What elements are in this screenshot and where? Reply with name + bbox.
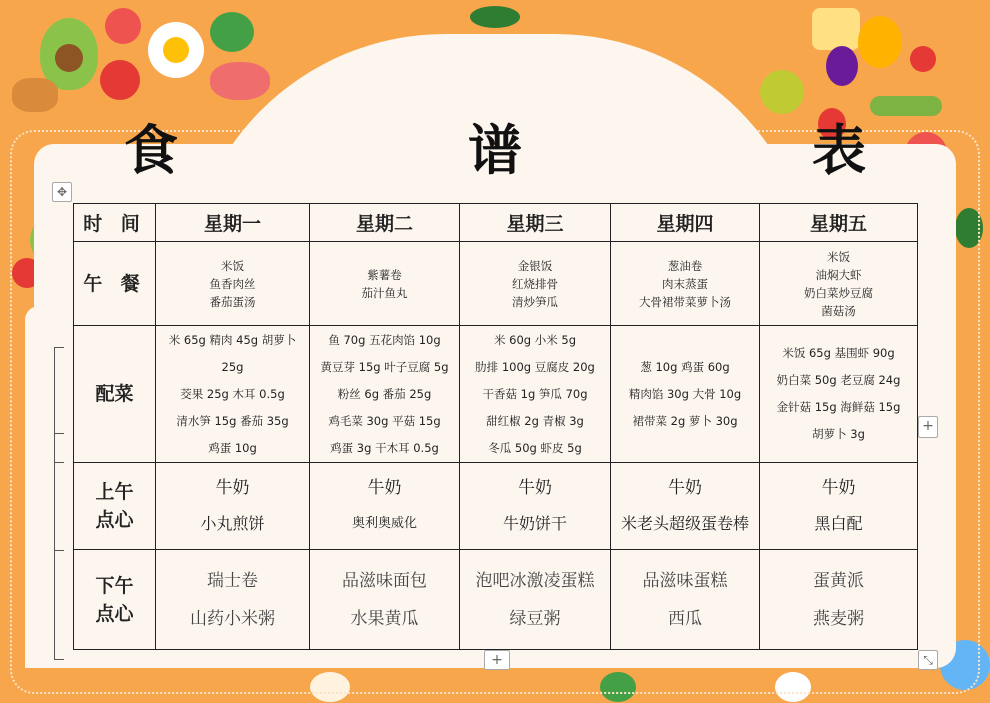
header-friday: 星期五 bbox=[760, 204, 918, 242]
table-move-handle[interactable]: ✥ bbox=[52, 182, 72, 202]
ingredient-line: 清水笋 15g 番茄 35g bbox=[176, 413, 289, 428]
dish: 番茄蛋汤 bbox=[209, 294, 256, 309]
snack-item: 品滋味面包 bbox=[342, 570, 427, 591]
ingredients-wednesday bbox=[460, 326, 611, 463]
avocado-pit bbox=[55, 44, 83, 72]
add-row-button[interactable]: + bbox=[484, 650, 510, 670]
ingredients-thursday bbox=[611, 326, 760, 463]
snack-item: 牛奶 bbox=[821, 478, 856, 498]
ingredients-monday bbox=[156, 326, 310, 463]
dish: 茄汁鱼丸 bbox=[361, 285, 408, 300]
header-time: 时 间 bbox=[74, 204, 156, 242]
radish-illustration bbox=[910, 46, 936, 72]
header-wednesday: 星期三 bbox=[460, 204, 611, 242]
ruler-tick bbox=[54, 433, 64, 434]
dish: 油焖大虾 bbox=[815, 267, 862, 282]
dish: 大骨裙带菜萝卜汤 bbox=[639, 294, 731, 309]
dish: 奶白菜炒豆腐 bbox=[804, 285, 873, 300]
ingredient-line: 肋排 100g 豆腐皮 20g bbox=[475, 359, 595, 374]
snack-item: 黑白配 bbox=[814, 514, 863, 533]
snack-item: 山药小米粥 bbox=[190, 608, 275, 629]
ham-illustration bbox=[210, 62, 270, 100]
snack-item: 牛奶 bbox=[215, 478, 250, 498]
snack-item: 泡吧冰激凌蛋糕 bbox=[475, 570, 595, 591]
snack-item: 品滋味蛋糕 bbox=[642, 570, 728, 591]
lunch-thursday bbox=[611, 242, 760, 326]
snack-item: 西瓜 bbox=[668, 608, 702, 629]
menu-table bbox=[73, 203, 918, 650]
ingredients-tuesday bbox=[310, 326, 460, 463]
ingredient-line: 粉丝 6g 番茄 25g bbox=[337, 386, 432, 401]
ingredient-line: 精肉馅 30g 大骨 10g bbox=[628, 386, 742, 401]
ruler-tick bbox=[54, 659, 64, 660]
pm-snack-wednesday bbox=[460, 550, 611, 650]
snack-item: 牛奶饼干 bbox=[502, 514, 567, 533]
egg-yolk bbox=[163, 37, 189, 63]
dish: 清炒笋瓜 bbox=[512, 294, 558, 309]
ingredient-line: 裙带菜 2g 萝卜 30g bbox=[632, 413, 738, 428]
dish: 葱油卷 bbox=[667, 258, 703, 273]
header-thursday: 星期四 bbox=[611, 204, 760, 242]
lunch-friday bbox=[760, 242, 918, 326]
am-snack-thursday bbox=[611, 463, 760, 550]
snack-item: 燕麦粥 bbox=[813, 608, 864, 629]
ingredient-line: 鸡毛菜 30g 平菇 15g bbox=[328, 413, 441, 428]
snack-item: 牛奶 bbox=[668, 478, 702, 498]
ingredient-line: 鱼 70g 五花肉馅 10g bbox=[328, 332, 441, 347]
ruler-tick bbox=[54, 462, 64, 463]
snack-item: 牛奶 bbox=[518, 478, 552, 498]
ruler-tick bbox=[54, 550, 64, 551]
snack-item: 蛋黄派 bbox=[813, 570, 864, 591]
ingredient-line: 鸡蛋 3g 干木耳 0.5g bbox=[330, 440, 439, 455]
left-margin-panel bbox=[25, 306, 55, 668]
snack-item: 水果黄瓜 bbox=[350, 608, 419, 629]
lunch-tuesday bbox=[310, 242, 460, 326]
pm-snack-label bbox=[74, 550, 156, 650]
am-snack-wednesday bbox=[460, 463, 611, 550]
pm-snack-label-line: 点心 bbox=[95, 602, 134, 625]
ingredient-line: 米饭 65g 基围虾 90g bbox=[782, 346, 895, 360]
ingredients-label: 配菜 bbox=[74, 326, 156, 463]
am-snack-label-line: 上午 bbox=[95, 481, 134, 503]
pm-snack-friday bbox=[760, 550, 918, 650]
ingredient-line: 米 65g 精肉 45g 胡萝卜 25g bbox=[168, 332, 297, 374]
ingredients-friday bbox=[760, 326, 918, 463]
header-tuesday: 星期二 bbox=[310, 204, 460, 242]
am-snack-label bbox=[74, 463, 156, 550]
am-snack-row bbox=[74, 463, 918, 550]
cheese-illustration bbox=[812, 8, 860, 50]
snack-item: 瑞士卷 bbox=[207, 570, 258, 591]
leaf-illustration bbox=[470, 6, 520, 28]
pm-snack-row bbox=[74, 550, 918, 650]
ruler-tick bbox=[54, 347, 64, 348]
ingredient-line: 黄豆芽 15g 叶子豆腐 5g bbox=[320, 359, 449, 374]
snack-item: 牛奶 bbox=[367, 478, 402, 498]
tomato-slice-illustration bbox=[105, 8, 141, 44]
burger-illustration bbox=[12, 78, 58, 112]
lunch-wednesday bbox=[460, 242, 611, 326]
header-row bbox=[74, 204, 918, 242]
snack-item: 小丸煎饼 bbox=[200, 514, 265, 533]
ingredient-line: 茭果 25g 木耳 0.5g bbox=[180, 386, 285, 401]
dish: 米饭 bbox=[827, 249, 850, 264]
pm-snack-thursday bbox=[611, 550, 760, 650]
am-snack-friday bbox=[760, 463, 918, 550]
eggplant-illustration bbox=[826, 46, 858, 86]
left-ruler bbox=[54, 347, 55, 659]
ingredient-line: 冬瓜 50g 虾皮 5g bbox=[488, 440, 582, 455]
pm-snack-tuesday bbox=[310, 550, 460, 650]
am-snack-tuesday bbox=[310, 463, 460, 550]
ingredient-line: 奶白菜 50g 老豆腐 24g bbox=[776, 373, 901, 387]
snack-item: 奥利奥威化 bbox=[351, 516, 417, 531]
dish: 肉末蒸蛋 bbox=[662, 276, 708, 291]
ingredient-line: 甜红椒 2g 青椒 3g bbox=[486, 413, 584, 428]
ingredient-line: 胡萝卜 3g bbox=[812, 427, 865, 441]
broccoli-illustration bbox=[210, 12, 254, 52]
dish: 米饭 bbox=[221, 258, 244, 273]
dish: 金银饭 bbox=[517, 258, 553, 273]
ingredient-line: 金针菇 15g 海鲜菇 15g bbox=[776, 400, 901, 414]
am-snack-monday bbox=[156, 463, 310, 550]
ingredient-line: 葱 10g 鸡蛋 60g bbox=[640, 359, 730, 374]
am-snack-label-line: 点心 bbox=[95, 509, 134, 531]
lunch-row bbox=[74, 242, 918, 326]
ingredient-line: 米 60g 小米 5g bbox=[493, 332, 577, 347]
page-title: 食 谱 表 bbox=[124, 118, 984, 182]
lunch-label: 午 餐 bbox=[74, 242, 156, 326]
ingredient-line: 鸡蛋 10g bbox=[208, 440, 257, 455]
header-monday: 星期一 bbox=[156, 204, 310, 242]
tomato-illustration bbox=[100, 60, 140, 100]
dish: 鱼香肉丝 bbox=[209, 276, 256, 291]
table-resize-handle[interactable]: ⤡ bbox=[918, 650, 938, 670]
pepper-illustration bbox=[858, 16, 902, 68]
dish: 紫薯卷 bbox=[367, 267, 402, 282]
snack-item: 绿豆粥 bbox=[509, 608, 561, 629]
dish: 菌菇汤 bbox=[821, 303, 856, 318]
snack-item: 米老头超级蛋卷棒 bbox=[620, 514, 749, 533]
ingredients-row bbox=[74, 326, 918, 463]
lunch-monday bbox=[156, 242, 310, 326]
pm-snack-monday bbox=[156, 550, 310, 650]
pm-snack-label-line: 下午 bbox=[95, 574, 134, 597]
dish: 红烧排骨 bbox=[512, 276, 558, 291]
add-column-button[interactable]: + bbox=[918, 416, 938, 438]
ingredient-line: 干香菇 1g 笋瓜 70g bbox=[482, 386, 588, 401]
